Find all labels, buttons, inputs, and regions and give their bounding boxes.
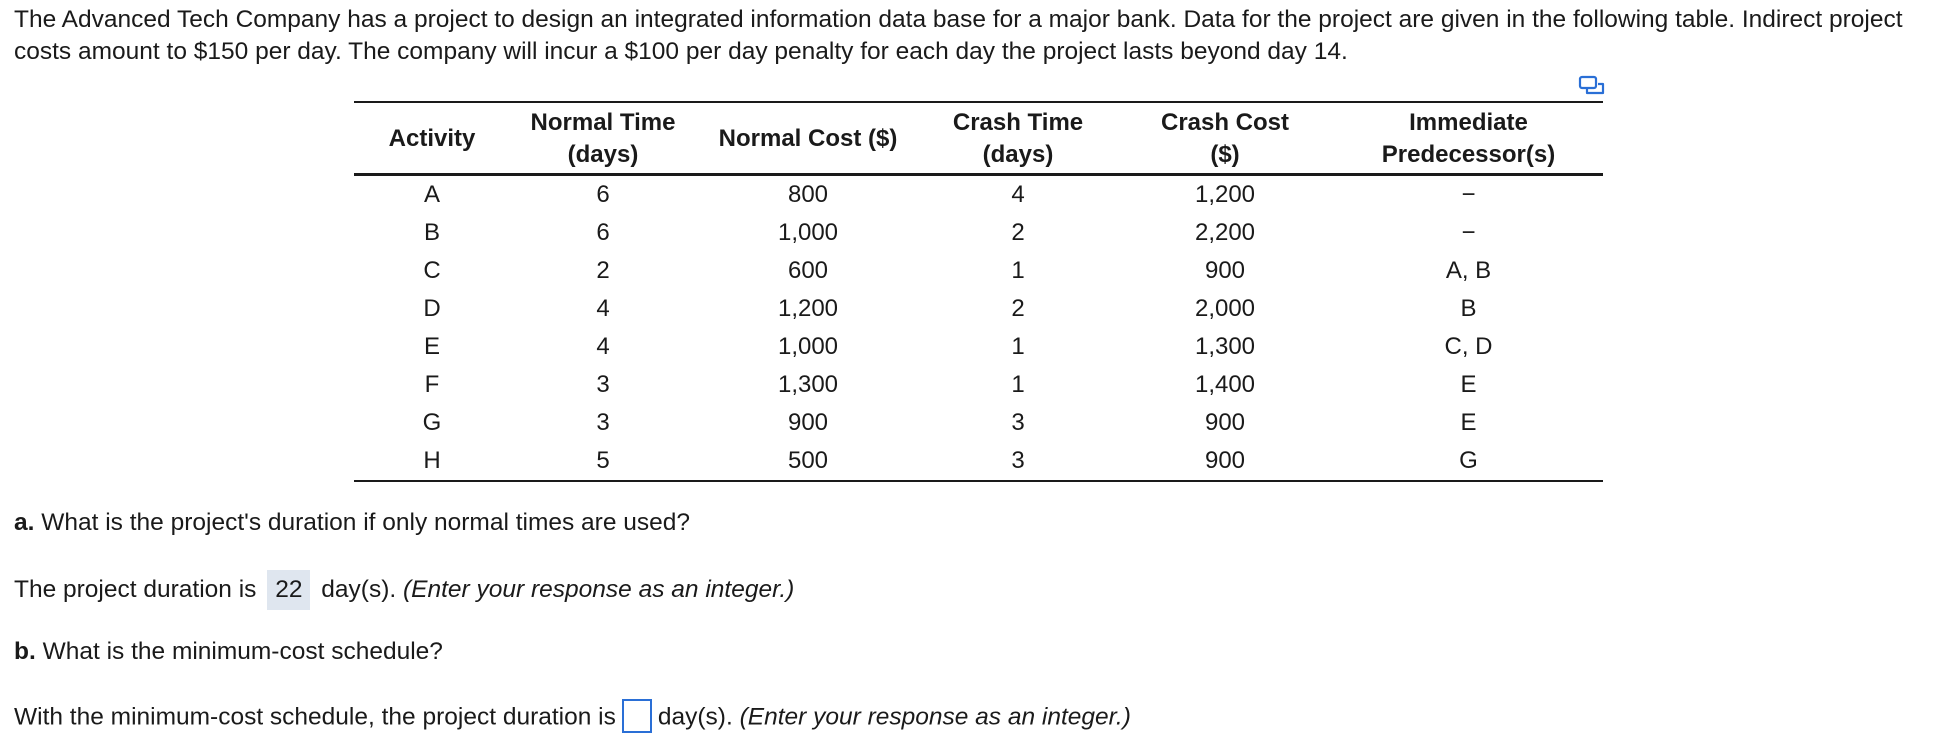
- cell-crash-cost: 1,300: [1194, 333, 1256, 360]
- table-row: [354, 214, 1603, 252]
- cell-predecessors: C, D: [1444, 333, 1493, 360]
- cell-crash-time: 3: [920, 442, 1116, 481]
- cell-crash-time: 1: [1011, 333, 1025, 360]
- header-crash-time: [920, 103, 1116, 175]
- header-crash-time-line1: Crash Time: [952, 109, 1084, 136]
- cell-crash-time: 3: [1011, 409, 1025, 436]
- cell-crash-time: 1: [1011, 371, 1025, 398]
- cell-activity: A: [423, 181, 440, 208]
- cell-crash-cost: 1,400: [1194, 371, 1256, 398]
- cell-crash-cost: 2,200: [1194, 219, 1256, 246]
- cell-normal-cost: 900: [787, 409, 829, 436]
- table-row: [354, 366, 1603, 404]
- table-row: [354, 442, 1603, 481]
- header-predecessors: [1334, 103, 1603, 175]
- table-row: [354, 252, 1603, 290]
- header-normal-time: [510, 103, 696, 175]
- cell-activity: F: [424, 371, 440, 398]
- header-activity-label: Activity: [388, 125, 476, 152]
- header-normal-cost-label: Normal Cost ($): [718, 125, 898, 152]
- header-predecessors-line1: Immediate: [1409, 109, 1528, 136]
- header-crash-cost-line2: ($): [1210, 141, 1240, 168]
- cell-normal-cost: 500: [696, 442, 920, 481]
- header-activity: [354, 103, 510, 175]
- cell-normal-time: 5: [510, 442, 696, 481]
- cell-activity: C: [423, 257, 441, 284]
- cell-normal-time: 4: [596, 295, 610, 322]
- table-row: [354, 290, 1603, 328]
- cell-crash-time: 2: [1011, 219, 1025, 246]
- cell-normal-cost: 1,200: [777, 295, 839, 322]
- header-normal-cost: [696, 103, 920, 175]
- project-data-table: [354, 101, 1603, 482]
- problem-statement: The Advanced Tech Company has a project to design an integrated information data base for a major bank. Data for the project are given in the following table. Indirect project costs amount to $150 per day. The company will incur a $100 per day penalty for each day the project lasts beyond day 14.: [14, 6, 1903, 65]
- question-b: [14, 636, 443, 668]
- cell-crash-time: 4: [1011, 181, 1025, 208]
- cell-normal-cost: 800: [787, 181, 829, 208]
- cell-crash-cost: 900: [1204, 409, 1246, 436]
- cell-normal-time: 3: [596, 371, 610, 398]
- header-normal-time-line2: (days): [567, 141, 639, 168]
- cell-activity: B: [423, 219, 440, 246]
- cell-crash-cost: 1,200: [1194, 181, 1256, 208]
- header-crash-cost: [1116, 103, 1334, 175]
- cell-normal-time: 4: [596, 333, 610, 360]
- cell-normal-time: 6: [596, 219, 610, 246]
- cell-normal-cost: 1,000: [777, 333, 839, 360]
- cell-normal-cost: 1,000: [777, 219, 839, 246]
- table-row: [354, 404, 1603, 442]
- cell-activity: H: [354, 442, 510, 481]
- table-row: [354, 328, 1603, 366]
- cell-predecessors: G: [1334, 442, 1603, 481]
- table-row: [354, 175, 1603, 215]
- cell-crash-cost: 2,000: [1194, 295, 1256, 322]
- cell-normal-time: 6: [596, 181, 610, 208]
- cell-predecessors: B: [1460, 295, 1477, 322]
- cell-predecessors: E: [1460, 371, 1477, 398]
- question-a-label: a.: [14, 509, 35, 536]
- question-b-answer-line: [14, 701, 1131, 735]
- cell-predecessors: −: [1461, 219, 1476, 246]
- question-a: [14, 507, 690, 539]
- question-b-text: What is the minimum-cost schedule?: [35, 638, 443, 665]
- cell-activity: G: [422, 409, 442, 436]
- question-a-answer-line: [14, 570, 794, 610]
- cell-normal-cost: 1,300: [777, 371, 839, 398]
- cell-crash-time: 1: [1011, 257, 1025, 284]
- cell-normal-time: 3: [596, 409, 610, 436]
- question-b-answer-prefix: With the minimum-cost schedule, the project duration is: [14, 703, 616, 731]
- cell-predecessors: E: [1460, 409, 1477, 436]
- question-b-answer-suffix: day(s).: [657, 703, 733, 731]
- question-b-hint: (Enter your response as an integer.): [739, 703, 1131, 731]
- cell-activity: D: [423, 295, 441, 322]
- cell-crash-cost: 900: [1116, 442, 1334, 481]
- cell-crash-time: 2: [1011, 295, 1025, 322]
- question-a-answer-prefix: The project duration is: [14, 576, 257, 603]
- cell-predecessors: A, B: [1445, 257, 1492, 284]
- cell-predecessors: −: [1461, 181, 1476, 208]
- cell-normal-time: 2: [596, 257, 610, 284]
- cell-activity: E: [423, 333, 440, 360]
- question-b-label: b.: [14, 638, 36, 665]
- question-b-answer-input[interactable]: [622, 699, 652, 733]
- header-crash-time-line2: (days): [982, 141, 1054, 168]
- cell-crash-cost: 900: [1204, 257, 1246, 284]
- project-data-table-container: [354, 101, 1603, 482]
- question-a-text: What is the project's duration if only normal times are used?: [34, 509, 691, 536]
- header-normal-time-line1: Normal Time: [530, 109, 676, 136]
- question-a-answer-field[interactable]: 22: [267, 570, 310, 610]
- question-a-hint: (Enter your response as an integer.): [403, 576, 795, 603]
- cell-normal-cost: 600: [787, 257, 829, 284]
- header-predecessors-line2: Predecessor(s): [1381, 141, 1556, 168]
- copy-icon[interactable]: [1578, 75, 1606, 97]
- header-crash-cost-line1: Crash Cost: [1160, 109, 1290, 136]
- question-a-answer-suffix: day(s).: [321, 576, 397, 603]
